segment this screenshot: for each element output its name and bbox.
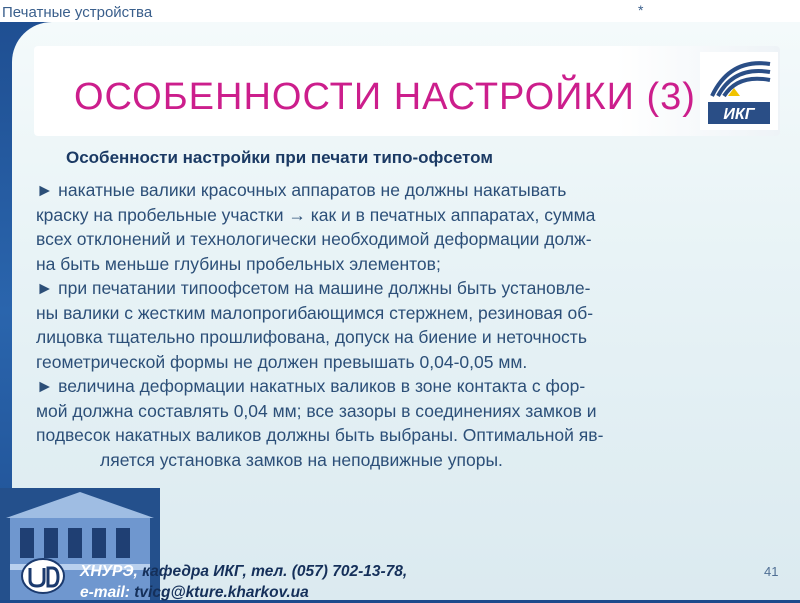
slide-title: ОСОБЕННОСТИ НАСТРОЙКИ (3): [74, 76, 696, 118]
body-line: лицовка тщательно прошлифована, допуск на биение и неточность: [36, 327, 587, 347]
footer-contact: [80, 561, 407, 603]
slide-body: [36, 178, 766, 472]
body-line: ны валики с жестким малопрогибающимся стержнем, резиновая об-: [36, 302, 594, 323]
header-label: Печатные устройства: [2, 4, 153, 21]
ikg-logo-icon: [700, 52, 778, 130]
body-line: на быть меньше глубины пробельных элементов;: [36, 253, 441, 274]
ud-logo-icon: [20, 556, 66, 596]
footer-email-label: e-mail:: [80, 584, 130, 601]
footer-contact-line: кафедра ИКГ, тел. (057) 702-13-78,: [137, 563, 408, 580]
body-line: краску на пробельные участки → как и в печатных аппаратах, сумма: [36, 204, 596, 225]
footer-email[interactable]: tvicg@kture.kharkov.ua: [129, 584, 309, 601]
header-marker: *: [638, 2, 644, 18]
body-line: всех отклонений и технологически необходимой деформации долж-: [36, 229, 592, 249]
slide-subtitle: Особенности настройки при печати типо-офсетом: [66, 148, 493, 167]
body-line: ► при печатании типоофсетом на машине должны быть установле-: [36, 278, 591, 298]
body-line: ► накатные валики красочных аппаратов не должны накатывать: [36, 180, 567, 200]
page-number: 41: [764, 564, 779, 579]
body-line: ляется установка замков на неподвижные упоры.: [100, 449, 503, 470]
body-line: подвесок накатных валиков должны быть выбраны. Оптимальной яв-: [36, 425, 604, 445]
body-line: ► величина деформации накатных валиков в зоне контакта с фор-: [36, 376, 586, 396]
body-line: мой должна составлять 0,04 мм; все зазоры в соединениях замков и: [36, 400, 597, 421]
body-line: геометрической формы не должен превышать 0,04-0,05 мм.: [36, 351, 528, 372]
footer-org: ХНУРЭ,: [80, 563, 138, 580]
logo-text: ИКГ: [723, 106, 755, 123]
